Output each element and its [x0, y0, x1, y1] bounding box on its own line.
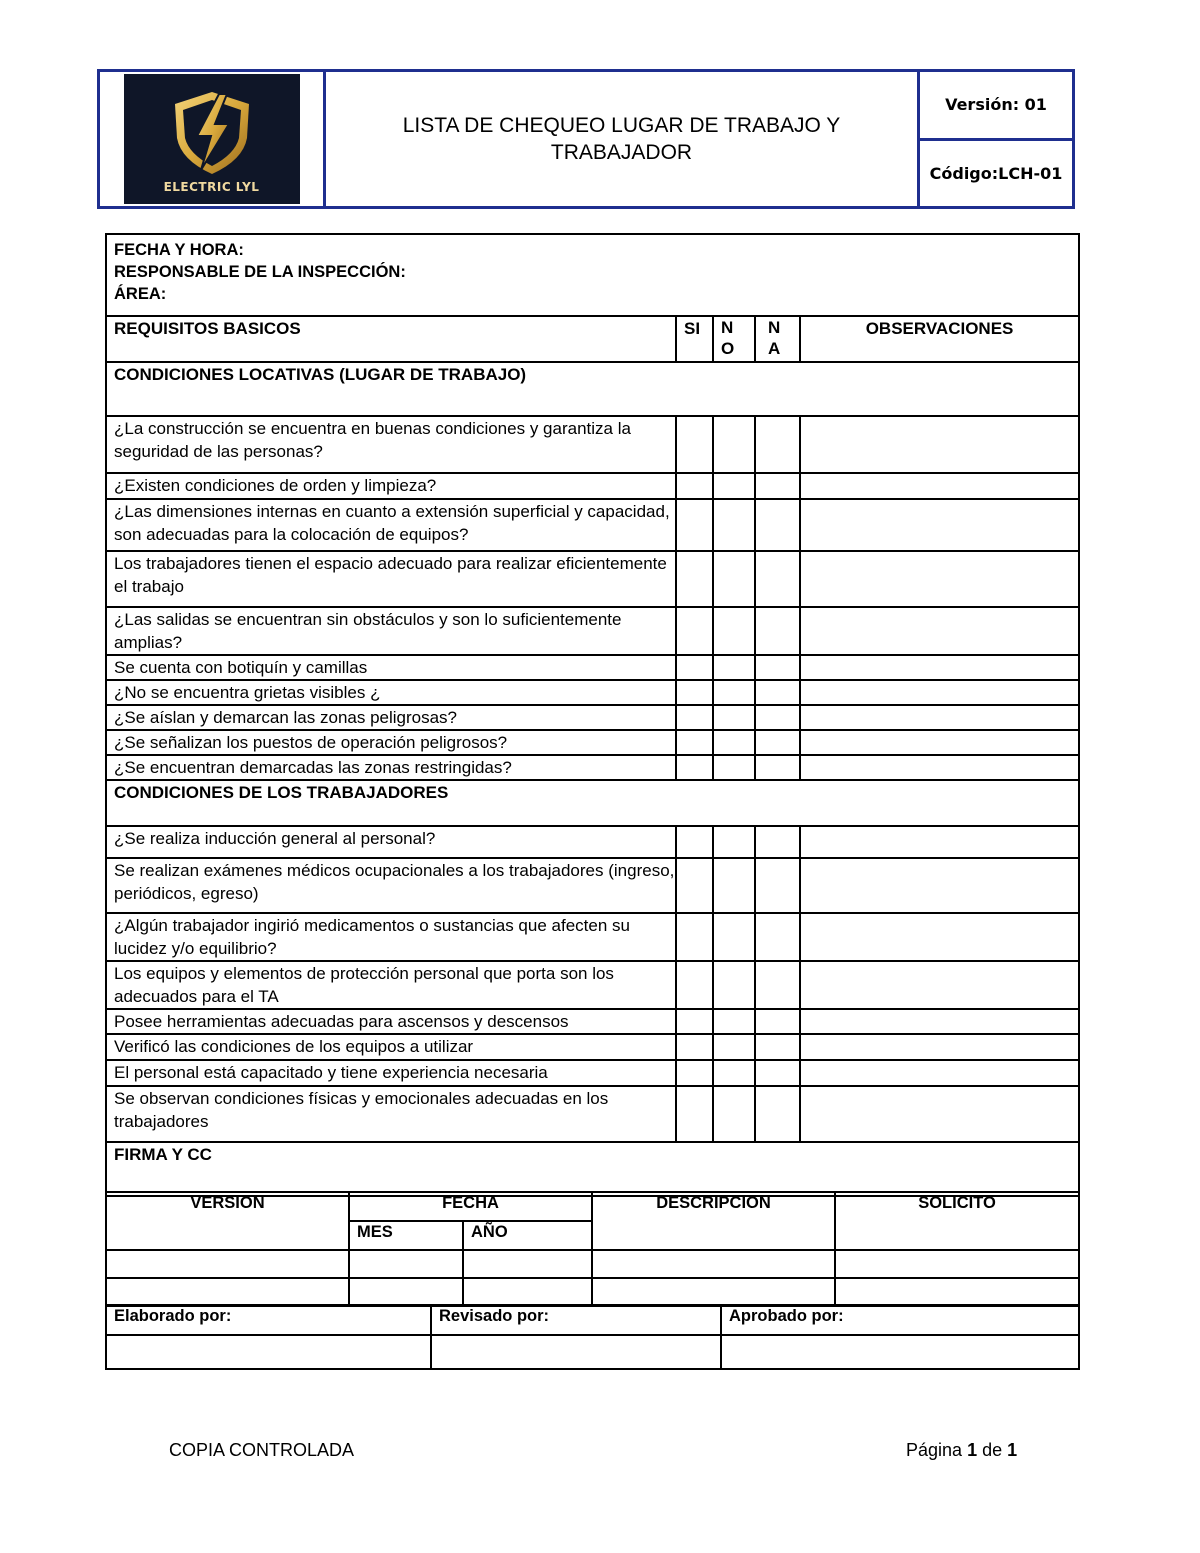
no-cell[interactable] — [713, 961, 755, 1009]
question-text: Verificó las condiciones de los equipos a utilizar — [106, 1034, 676, 1060]
revision-mes-cell[interactable] — [349, 1250, 463, 1278]
revision-ano-cell[interactable] — [463, 1278, 592, 1306]
section-title: CONDICIONES LOCATIVAS (LUGAR DE TRABAJO) — [106, 362, 1079, 416]
na-cell[interactable] — [755, 1009, 800, 1034]
revision-solicito-cell[interactable] — [835, 1278, 1079, 1306]
aprobado-label: Aprobado por: — [721, 1305, 1079, 1335]
checklist-row — [106, 961, 1079, 1009]
checklist-row — [106, 655, 1079, 680]
question-text: Se realizan exámenes médicos ocupacionales a los trabajadores (ingreso, periódicos, egreso) — [106, 858, 676, 913]
checklist-row — [106, 1009, 1079, 1034]
no-cell[interactable] — [713, 1009, 755, 1034]
si-cell[interactable] — [676, 730, 713, 755]
firma-row — [106, 1142, 1079, 1196]
header-si-label: SI — [684, 319, 701, 338]
no-cell[interactable] — [713, 655, 755, 680]
revision-mes-cell[interactable] — [349, 1278, 463, 1306]
na-cell[interactable] — [755, 499, 800, 551]
no-cell[interactable] — [713, 730, 755, 755]
checklist-row — [106, 473, 1079, 499]
revision-fecha-header: FECHA — [349, 1192, 592, 1221]
na-cell[interactable] — [755, 551, 800, 607]
fecha-hora-label: FECHA Y HORA: — [114, 241, 244, 259]
na-cell[interactable] — [755, 826, 800, 858]
question-text: ¿La construcción se encuentra en buenas condiciones y garantiza la seguridad de las personas? — [106, 416, 676, 473]
header-no-line2: O — [721, 339, 735, 358]
footer-page-number — [906, 1440, 1017, 1461]
question-text: ¿Las salidas se encuentran sin obstáculos y son lo suficientemente amplias? — [106, 607, 676, 655]
question-text: ¿Algún trabajador ingirió medicamentos o sustancias que afecten su lucidez y/o equilibrio? — [106, 913, 676, 961]
header-requisitos: REQUISITOS BASICOS — [106, 316, 676, 362]
company-logo — [124, 74, 300, 204]
checklist-row — [106, 858, 1079, 913]
observaciones-cell[interactable] — [800, 655, 1079, 680]
checklist-row — [106, 680, 1079, 705]
na-cell[interactable] — [755, 705, 800, 730]
checklist-row — [106, 1034, 1079, 1060]
no-cell[interactable] — [713, 1086, 755, 1142]
checklist-table — [105, 233, 1080, 1197]
si-cell[interactable] — [676, 1086, 713, 1142]
signatures-row — [106, 1335, 1079, 1369]
si-cell[interactable] — [676, 755, 713, 780]
observaciones-cell[interactable] — [800, 1086, 1079, 1142]
version-label: Versión: 01 — [920, 72, 1072, 141]
info-row — [106, 234, 1079, 316]
na-cell[interactable] — [755, 1034, 800, 1060]
question-text: ¿Las dimensiones internas en cuanto a extensión superficial y capacidad, son adecuadas para la colocación de equipos? — [106, 499, 676, 551]
revision-mes-header: MES — [349, 1221, 463, 1250]
na-cell[interactable] — [755, 755, 800, 780]
si-cell[interactable] — [676, 1009, 713, 1034]
si-cell[interactable] — [676, 913, 713, 961]
responsable-label: RESPONSABLE DE LA INSPECCIÓN: — [114, 263, 406, 281]
page-of: de — [982, 1440, 1003, 1460]
document-header — [97, 69, 1075, 209]
section-locativas-row — [106, 362, 1079, 416]
si-cell[interactable] — [676, 826, 713, 858]
na-cell[interactable] — [755, 607, 800, 655]
revision-version-header: VERSION — [106, 1192, 349, 1250]
question-text: ¿Se señalizan los puestos de operación peligrosos? — [106, 730, 676, 755]
signatures-header-row — [106, 1305, 1079, 1335]
na-cell[interactable] — [755, 655, 800, 680]
no-cell[interactable] — [713, 826, 755, 858]
na-cell[interactable] — [755, 1060, 800, 1086]
revision-descripcion-header: DESCRIPCION — [592, 1192, 835, 1250]
no-cell[interactable] — [713, 473, 755, 499]
header-no-line1: N — [721, 318, 734, 337]
checklist-row — [106, 416, 1079, 473]
observaciones-cell[interactable] — [800, 755, 1079, 780]
observaciones-cell[interactable] — [800, 473, 1079, 499]
revision-row — [106, 1278, 1079, 1306]
header-no — [713, 316, 755, 362]
question-text: ¿No se encuentra grietas visibles ¿ — [106, 680, 676, 705]
no-cell[interactable] — [713, 1034, 755, 1060]
si-cell[interactable] — [676, 705, 713, 730]
no-cell[interactable] — [713, 551, 755, 607]
observaciones-cell[interactable] — [800, 858, 1079, 913]
observaciones-cell[interactable] — [800, 730, 1079, 755]
observaciones-cell[interactable] — [800, 499, 1079, 551]
revision-solicito-header: SOLICITO — [835, 1192, 1079, 1250]
na-cell[interactable] — [755, 1086, 800, 1142]
no-cell[interactable] — [713, 416, 755, 473]
area-label: ÁREA: — [114, 285, 167, 303]
no-cell[interactable] — [713, 607, 755, 655]
header-na-line1: N — [768, 318, 781, 337]
revision-solicito-cell[interactable] — [835, 1250, 1079, 1278]
observaciones-cell[interactable] — [800, 1034, 1079, 1060]
si-cell[interactable] — [676, 607, 713, 655]
question-text: ¿Se aíslan y demarcan las zonas peligrosas? — [106, 705, 676, 730]
lightning-shield-icon — [167, 86, 257, 178]
aprobado-cell[interactable] — [721, 1335, 1079, 1369]
revision-ano-header: AÑO — [463, 1221, 592, 1250]
checklist-row — [106, 499, 1079, 551]
question-text: El personal está capacitado y tiene experiencia necesaria — [106, 1060, 676, 1086]
question-text: ¿Se encuentran demarcadas las zonas restringidas? — [106, 755, 676, 780]
header-na — [755, 316, 800, 362]
revisado-label: Revisado por: — [431, 1305, 721, 1335]
no-cell[interactable] — [713, 1060, 755, 1086]
revisado-cell[interactable] — [431, 1335, 721, 1369]
signatures-table — [105, 1304, 1080, 1370]
firma-label[interactable]: FIRMA Y CC — [106, 1142, 1079, 1196]
question-text: Se observan condiciones físicas y emocionales adecuadas en los trabajadores — [106, 1086, 676, 1142]
no-cell[interactable] — [713, 705, 755, 730]
revision-ano-cell[interactable] — [463, 1250, 592, 1278]
revision-row — [106, 1250, 1079, 1278]
si-cell[interactable] — [676, 858, 713, 913]
observaciones-cell[interactable] — [800, 1009, 1079, 1034]
na-cell[interactable] — [755, 473, 800, 499]
checklist-row — [106, 913, 1079, 961]
si-cell[interactable] — [676, 473, 713, 499]
revision-header-row — [106, 1192, 1079, 1221]
no-cell[interactable] — [713, 680, 755, 705]
si-cell[interactable] — [676, 1060, 713, 1086]
si-cell[interactable] — [676, 655, 713, 680]
si-cell[interactable] — [676, 416, 713, 473]
observaciones-cell[interactable] — [800, 913, 1079, 961]
na-cell[interactable] — [755, 913, 800, 961]
question-text: Posee herramientas adecuadas para ascensos y descensos — [106, 1009, 676, 1034]
checklist-row — [106, 1060, 1079, 1086]
column-header-row — [106, 316, 1079, 362]
question-text: Los trabajadores tienen el espacio adecuado para realizar eficientemente el trabajo — [106, 551, 676, 607]
checklist-row — [106, 1086, 1079, 1142]
checklist-row — [106, 705, 1079, 730]
observaciones-cell[interactable] — [800, 826, 1079, 858]
checklist-row — [106, 826, 1079, 858]
no-cell[interactable] — [713, 913, 755, 961]
checklist-row — [106, 730, 1079, 755]
na-cell[interactable] — [755, 416, 800, 473]
question-text: Los equipos y elementos de protección personal que porta son los adecuados para el TA — [106, 961, 676, 1009]
checklist-row — [106, 607, 1079, 655]
page-total: 1 — [1007, 1440, 1018, 1460]
info-cell[interactable] — [106, 234, 1079, 316]
revision-descripcion-cell[interactable] — [592, 1278, 835, 1306]
observaciones-cell[interactable] — [800, 607, 1079, 655]
question-text: ¿Existen condiciones de orden y limpieza? — [106, 473, 676, 499]
observaciones-cell[interactable] — [800, 680, 1079, 705]
observaciones-cell[interactable] — [800, 705, 1079, 730]
na-cell[interactable] — [755, 961, 800, 1009]
revision-version-cell[interactable] — [106, 1250, 349, 1278]
elaborado-cell[interactable] — [106, 1335, 431, 1369]
checklist-row — [106, 551, 1079, 607]
question-text: ¿Se realiza inducción general al personal? — [106, 826, 676, 858]
si-cell[interactable] — [676, 961, 713, 1009]
code-label: Código:LCH-01 — [929, 163, 1063, 183]
header-na-line2: A — [768, 339, 781, 358]
no-cell[interactable] — [713, 499, 755, 551]
meta-cell — [920, 72, 1072, 206]
revision-table — [105, 1191, 1080, 1307]
question-text: Se cuenta con botiquín y camillas — [106, 655, 676, 680]
document-title: LISTA DE CHEQUEO LUGAR DE TRABAJO Y TRABAJADOR — [402, 114, 841, 164]
si-cell[interactable] — [676, 551, 713, 607]
page-current: 1 — [967, 1440, 978, 1460]
section-trabajadores-row — [106, 780, 1079, 826]
si-cell[interactable] — [676, 1034, 713, 1060]
section-title: CONDICIONES DE LOS TRABAJADORES — [106, 780, 1079, 826]
checklist-row — [106, 755, 1079, 780]
elaborado-label: Elaborado por: — [106, 1305, 431, 1335]
revision-version-cell[interactable] — [106, 1278, 349, 1306]
observaciones-cell[interactable] — [800, 1060, 1079, 1086]
si-cell[interactable] — [676, 680, 713, 705]
si-cell[interactable] — [676, 499, 713, 551]
title-cell — [326, 72, 920, 206]
page-label: Página — [906, 1440, 963, 1460]
na-cell[interactable] — [755, 730, 800, 755]
no-cell[interactable] — [713, 755, 755, 780]
footer-controlled-copy: COPIA CONTROLADA — [169, 1440, 355, 1460]
observaciones-cell[interactable] — [800, 416, 1079, 473]
logo-text: ELECTRIC LYL — [163, 180, 260, 194]
header-si — [676, 316, 713, 362]
no-cell[interactable] — [713, 858, 755, 913]
na-cell[interactable] — [755, 858, 800, 913]
logo-cell — [100, 72, 326, 206]
observaciones-cell[interactable] — [800, 551, 1079, 607]
observaciones-cell[interactable] — [800, 961, 1079, 1009]
na-cell[interactable] — [755, 680, 800, 705]
header-observaciones: OBSERVACIONES — [800, 316, 1079, 362]
revision-descripcion-cell[interactable] — [592, 1250, 835, 1278]
